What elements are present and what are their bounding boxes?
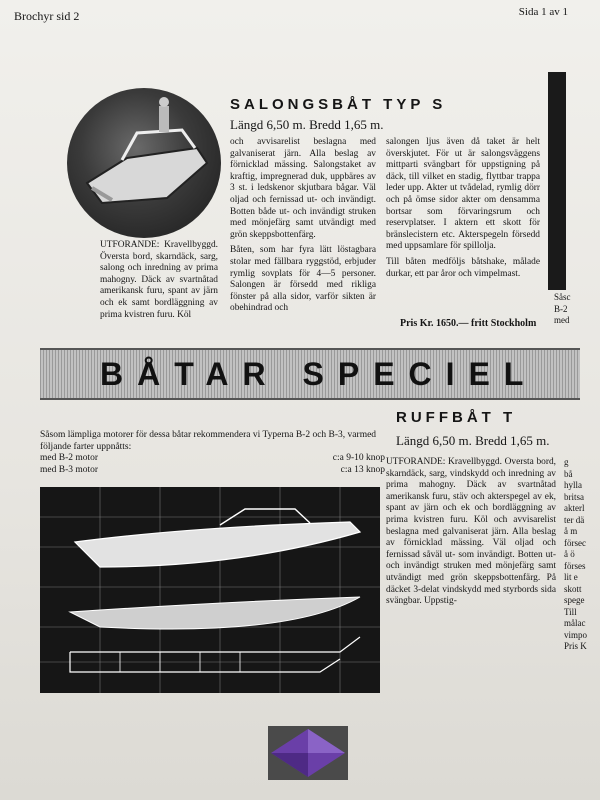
salong-dimensions: Längd 6,50 m. Bredd 1,65 m. — [230, 117, 384, 132]
salong-col3-text-1: salongen ljus även då taket är helt överskjutet. För ut är salongsväggens mittparti svängbart för uppstigning på däck, till vilket en stadig, flyttbar trappa leder upp. Akter ut tvådelad, rymlig dörr och på ömse sidor akter om densamma bortsar som förvaringsrum och reservplatser. I aktern ett skott för bränslecistern etc. Akterspegeln försedd med uppsamlare för spillolja. — [386, 137, 540, 252]
right-edge-text-top: Såsc B-2 med — [554, 292, 571, 325]
motor-intro: Såsom lämpliga motorer för dessa båtar rekommendera vi Typerna B-2 och B-3, varmed följande farter uppnåtts: — [40, 430, 377, 452]
header-right-label: Sida 1 av 1 — [518, 6, 568, 18]
salong-col1-text: UTFÖRANDE: Kravellbyggd. Översta bord, skarndäck, sarg, salong och inredning av prima mahogny. Däck av svartnåtad amerikansk furu, spant av järn och ek samt bordläggning av prima kvistren furu. Köl — [100, 240, 218, 320]
salong-column-1 — [100, 240, 218, 336]
banner — [40, 348, 580, 400]
ruff-dimensions: Längd 6,50 m. Bredd 1,65 m. — [396, 433, 550, 448]
salong-col2-text-1: och avvisarelist beslagna med galvaniserat järn. Alla beslag av förnicklad mässing. Salongstaket av kraftig, impregnerad duk, uppbäres av 3 st. i ledskenor skjutbara bågar. Väl oljad och fernissad ut- och invändigt. Botten både ut- och invändigt struken med mönjefärg samt utvändigt med grön skeppsbottenfärg. — [230, 137, 376, 240]
motorboat-illustration — [67, 88, 221, 238]
diamond-logo — [268, 726, 348, 780]
ruff-text: UTFÖRANDE: Kravellbyggd. Översta bord, skarndäck, sarg, vindskydd och inredning av prima mahogny. Däck av svartnåtad amerikansk furu, stäv och akterspegel av ek, spant av järn och ek och bordläggning av prima kvistren furu. Köl och avvisarelist beslagna med galvaniserat järn. Alla beslag av förnicklad mässing. Väl oljad och fernissad såväl ut- som invändigt. Botten ut- och invändigt struken med mönjefärg samt utvändigt med grön skeppsbottenfärg. På däcket 3-delat vindskydd med styrbords sida svängbar. Uppstig- — [386, 457, 556, 607]
boat-technical-drawing — [40, 487, 380, 693]
right-edge-bar — [548, 72, 566, 290]
right-edge-text-mid: g bå hylla britsa akterl ter dä å m försec å ö förses lit e skott spege Till målac vimpo Pris K — [564, 457, 588, 651]
salong-column-2 — [230, 137, 376, 337]
salong-col3-text-2: Till båten medföljs båtshake, målade durkar, ett par åror och vimpelmast. — [386, 256, 540, 279]
salong-col2-text-2: Båten, som har fyra lätt löstagbara stolar med fällbara ryggstöd, erbjuder rymlig sovplats för 4—5 personer. Salongen är försedd med rikliga fönster på alla sidor, varför sikten är obehindrad och — [230, 245, 376, 314]
ruff-title: RUFFBÅT T — [396, 409, 517, 426]
ruff-column — [386, 457, 556, 692]
motor-row — [40, 453, 385, 465]
motor-row-label: med B-3 motor — [40, 464, 99, 475]
header-left-label: Brochyr sid 2 — [14, 9, 80, 23]
motor-row-value: c:a 13 knop — [340, 464, 385, 475]
banner-text: BÅTAR SPECIEL — [100, 356, 538, 392]
salong-title: SALONGSBÅT TYP S — [230, 96, 447, 113]
motor-row-label: med B-2 motor — [40, 453, 99, 463]
salong-price: Pris Kr. 1650.— fritt Stockholm — [400, 318, 537, 329]
motor-row-value: c:a 9-10 knop — [332, 453, 385, 463]
motor-row — [40, 465, 385, 477]
salong-column-3 — [386, 137, 540, 337]
hull-blueprint-illustration — [40, 487, 380, 693]
motor-recommendation — [40, 430, 385, 476]
boat-photo — [67, 88, 221, 238]
